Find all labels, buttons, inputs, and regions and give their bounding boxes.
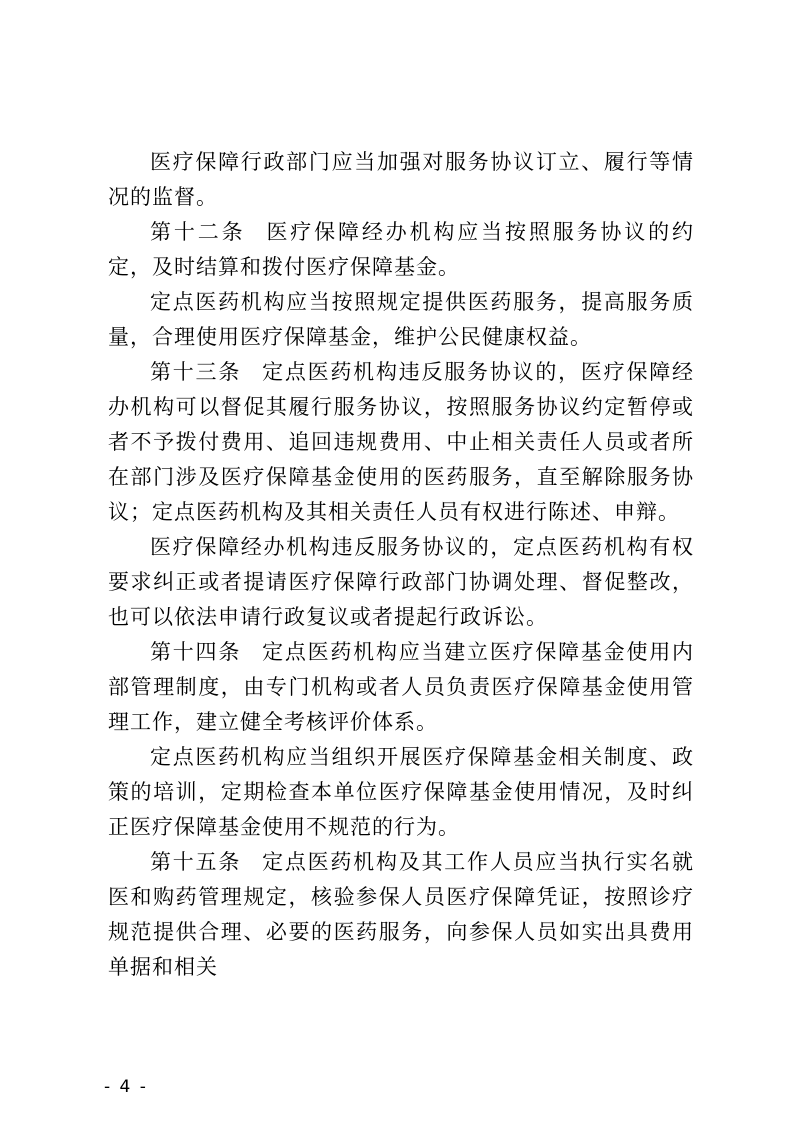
body-text bbox=[108, 145, 694, 985]
article-number: 第十五条 bbox=[150, 850, 242, 874]
paragraph-3 bbox=[108, 285, 694, 355]
paragraph-5 bbox=[108, 530, 694, 635]
paragraph-7 bbox=[108, 740, 694, 845]
paragraph-4 bbox=[108, 355, 694, 530]
paragraph-6 bbox=[108, 635, 694, 740]
paragraph-text: 定点医药机构应当按照规定提供医药服务，提高服务质量，合理使用医疗保障基金，维护公民健康权益。 bbox=[108, 290, 694, 349]
paragraph-text: 定点医药机构应当建立医疗保障基金使用内部管理制度，由专门机构或者人员负责医疗保障基金使用管理工作，建立健全考核评价体系。 bbox=[108, 640, 695, 734]
paragraph-text: 定点医药机构及其工作人员应当执行实名就医和购药管理规定，核验参保人员医疗保障凭证，按照诊疗规范提供合理、必要的医药服务，向参保人员如实出具费用单据和相关 bbox=[108, 850, 695, 979]
article-number: 第十二条 bbox=[150, 220, 246, 244]
paragraph-text: 医疗保障经办机构违反服务协议的，定点医药机构有权要求纠正或者提请医疗保障行政部门协调处理、督促整改，也可以依法申请行政复议或者提起行政诉讼。 bbox=[108, 535, 694, 629]
article-number: 第十四条 bbox=[150, 640, 242, 664]
paragraph-text: 定点医药机构违反服务协议的，医疗保障经办机构可以督促其履行服务协议，按照服务协议约定暂停或者不予拨付费用、追回违规费用、中止相关责任人员或者所在部门涉及医疗保障基金使用的医药服务，直至解除服务协议；定点医药机构及其相关责任人员有权进行陈述、申辩。 bbox=[108, 360, 695, 524]
paragraph-text: 医疗保障经办机构应当按照服务协议的约定，及时结算和拨付医疗保障基金。 bbox=[108, 220, 695, 279]
page-number: - 4 - bbox=[104, 1077, 148, 1097]
paragraph-1 bbox=[108, 145, 694, 215]
paragraph-8 bbox=[108, 845, 694, 985]
paragraph-text: 定点医药机构应当组织开展医疗保障基金相关制度、政策的培训，定期检查本单位医疗保障基金使用情况，及时纠正医疗保障基金使用不规范的行为。 bbox=[108, 745, 694, 839]
paragraph-text: 医疗保障行政部门应当加强对服务协议订立、履行等情况的监督。 bbox=[108, 150, 694, 209]
paragraph-2 bbox=[108, 215, 694, 285]
article-number: 第十三条 bbox=[150, 360, 242, 384]
